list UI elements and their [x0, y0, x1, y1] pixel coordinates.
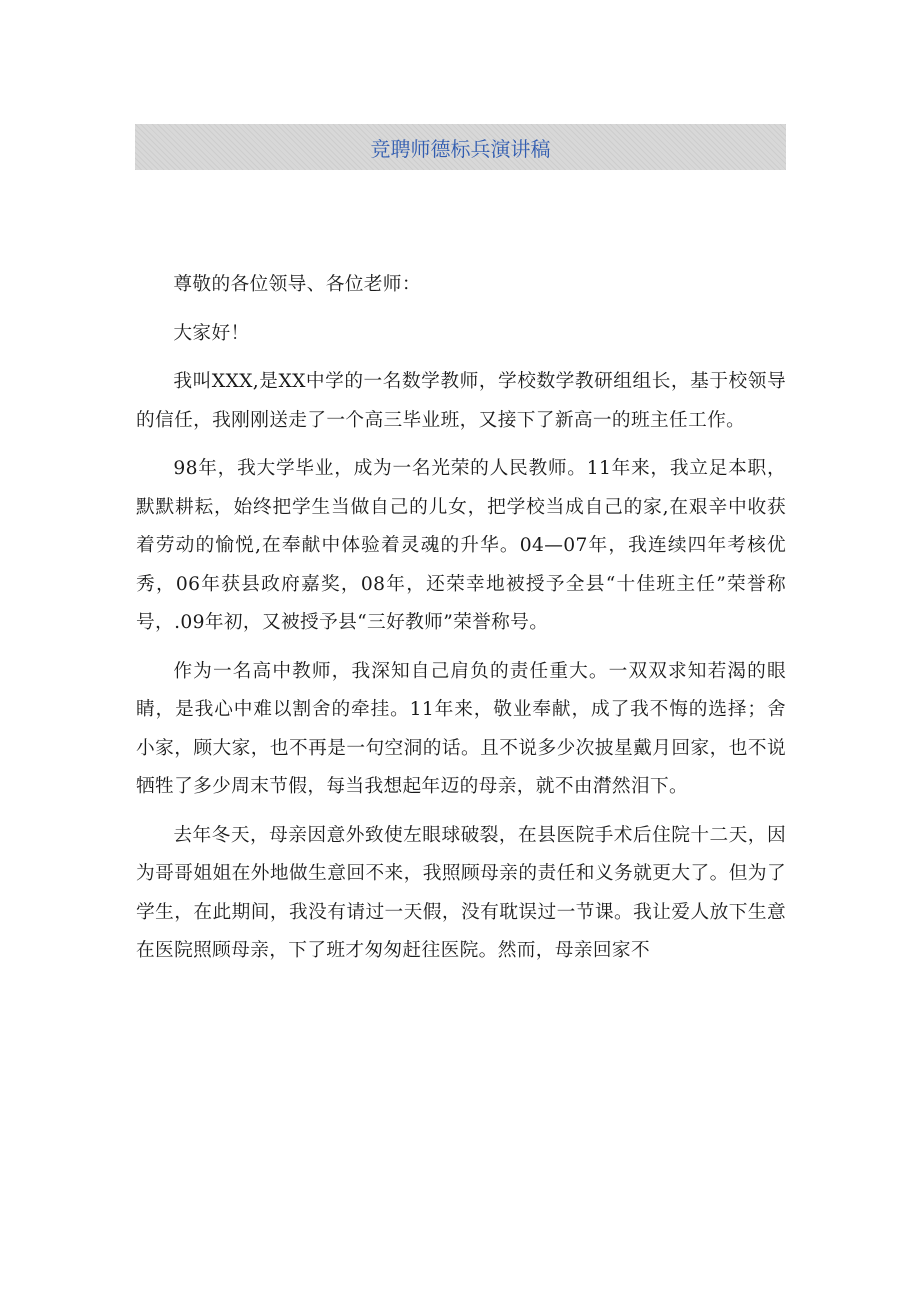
body-paragraph: 去年冬天，母亲因意外致使左眼球破裂，在县医院手术后住院十二天，因为哥哥姐姐在外地做生意回不来，我照顾母亲的责任和义务就更大了。但为了学生，在此期间，我没有请过一天假，没有耽误过一节课。我让爱人放下生意在医院照顾母亲，下了班才匆匆赶往医院。然而，母亲回家不: [136, 824, 786, 961]
document-title: 竞聘师德标兵演讲稿: [370, 136, 551, 161]
body-paragraph: 我叫XXX,是XX中学的一名数学教师，学校数学教研组组长，基于校领导的信任，我刚刚送走了一个高三毕业班，又接下了新高一的班主任工作。: [136, 371, 786, 431]
body-paragraph: 作为一名高中教师，我深知自己肩负的责任重大。一双双求知若渴的眼睛，是我心中难以割舍的牵挂。11年来，敬业奉献，成了我不悔的选择；舍小家，顾大家，也不再是一句空洞的话。且不说多少次披星戴月回家，也不说牺牲了多少周末节假，每当我想起年迈的母亲，就不由潸然泪下。: [136, 660, 786, 797]
salutation-paragraph: 尊敬的各位领导、各位老师：: [173, 274, 421, 295]
greeting-paragraph: 大家好！: [173, 322, 250, 344]
document-body: [136, 266, 786, 981]
body-paragraph: 98年，我大学毕业，成为一名光荣的人民教师。11年来，我立足本职，默默耕耘，始终把学生当做自己的儿女，把学校当成自己的家,在艰辛中收获着劳动的愉悦,在奉献中体验着灵魂的升华。04—07年，我连续四年考核优秀，06年获县政府嘉奖，08年，还荣幸地被授予全县“十佳班主任”荣誉称号，.09年初，又被授予县“三好教师”荣誉称号。: [136, 458, 786, 633]
title-banner: [135, 124, 786, 170]
